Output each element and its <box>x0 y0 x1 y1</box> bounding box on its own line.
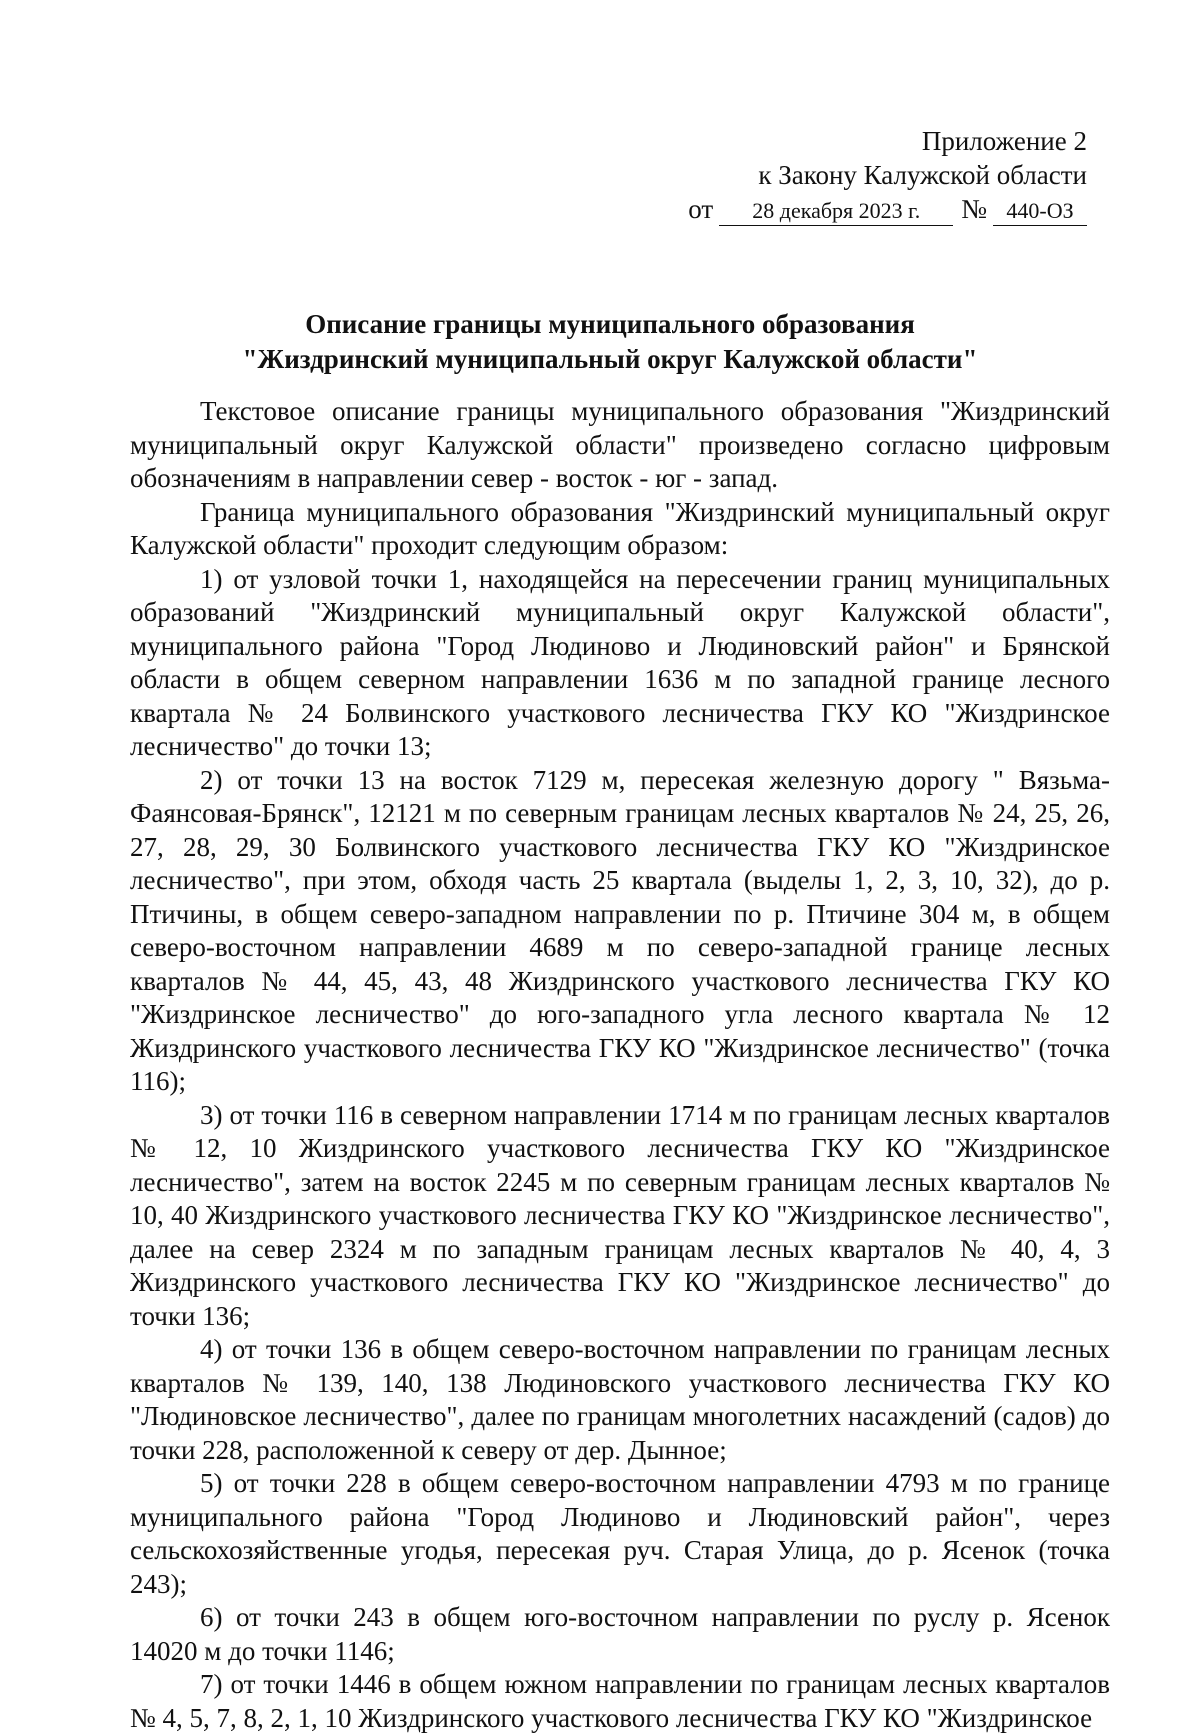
paragraph: 3) от точки 116 в северном направлении 1714 м по границам лесных кварталов № 12, 10 Жиздринского участкового лесничества ГКУ КО "Жиздринское лесничество", затем на восток 2245 м по северным границам лесных кварталов № 10, 40 Жиздринского участкового лесничества ГКУ КО "Жиздринское лесничество", далее на север 2324 м по западным границам лесных кварталов № 40, 4, 3 Жиздринского участкового лесничества ГКУ КО "Жиздринское лесничество" до точки 136; <box>130 1099 1110 1331</box>
paragraph: 5) от точки 228 в общем северо-восточном направлении 4793 м по границе муниципального района "Город Людиново и Людиновский район", через сельскохозяйственные угодья, пересекая руч. Старая Улица, до р. Ясенок (точка 243); <box>130 1468 1110 1599</box>
number-label: № <box>961 194 987 224</box>
title-line-2: "Жиздринский муниципальный округ Калужской области" <box>242 344 978 374</box>
document-title <box>130 307 1090 377</box>
from-label: от <box>688 194 714 224</box>
paragraph: 2) от точки 13 на восток 7129 м, пересекая железную дорогу " Вязьма-Фаянсовая-Брянск", 12121 м по северным границам лесных кварталов № 24, 25, 26, 27, 28, 29, 30 Болвинского участкового лесничества ГКУ КО "Жиздринское лесничество", при этом, обходя часть 25 квартала (выделы 1, 2, 3, 10, 32), до р. Птичины, в общем северо-западном направлении по р. Птичине 304 м, в общем северо-восточном направлении 4689 м по северо-западной границе лесных кварталов № 44, 45, 43, 48 Жиздринского участкового лесничества ГКУ КО "Жиздринское лесничество" до юго-западного угла лесного квартала № 12 Жиздринского участкового лесничества ГКУ КО "Жиздринское лесничество" (точка 116); <box>130 764 1110 1096</box>
title-line-1: Описание границы муниципального образования <box>305 309 915 339</box>
law-date: 28 декабря 2023 г. <box>719 198 953 226</box>
law-date-number-row <box>688 192 1087 226</box>
paragraph: 7) от точки 1446 в общем южном направлении по границам лесных кварталов № 4, 5, 7, 8, 2, 1, 10 Жиздринского участкового лесничества ГКУ КО "Жиздринское <box>130 1669 1110 1733</box>
paragraph: Граница муниципального образования "Жиздринский муниципальный округ Калужской области" проходит следующим образом: <box>130 496 1110 560</box>
paragraph: 6) от точки 243 в общем юго-восточном направлении по руслу р. Ясенок 14020 м до точки 1146; <box>130 1602 1110 1666</box>
law-reference: к Закону Калужской области <box>758 160 1087 190</box>
paragraph: 1) от узловой точки 1, находящейся на пересечении границ муниципальных образований "Жиздринский муниципальный округ Калужской области", муниципального района "Город Людиново и Людиновский район" и Брянской области в общем северном направлении 1636 м по западной границе лесного квартала № 24 Болвинского участкового лесничества ГКУ КО "Жиздринское лесничество" до точки 13; <box>130 563 1110 761</box>
law-number: 440-ОЗ <box>993 198 1087 226</box>
paragraph: 4) от точки 136 в общем северо-восточном направлении по границам лесных кварталов № 139, 140, 138 Людиновского участкового лесничества ГКУ КО "Людиновское лесничество", далее по границам многолетних насаждений (садов) до точки 228, расположенной к северу от дер. Дынное; <box>130 1334 1110 1465</box>
paragraph: Текстовое описание границы муниципального образования "Жиздринский муниципальный округ Калужской области" произведено согласно цифровым обозначениям в направлении север - восток - юг - запад. <box>130 396 1110 493</box>
appendix-label: Приложение 2 <box>921 126 1087 156</box>
appendix-header <box>688 124 1087 226</box>
document-body <box>130 395 1110 1735</box>
